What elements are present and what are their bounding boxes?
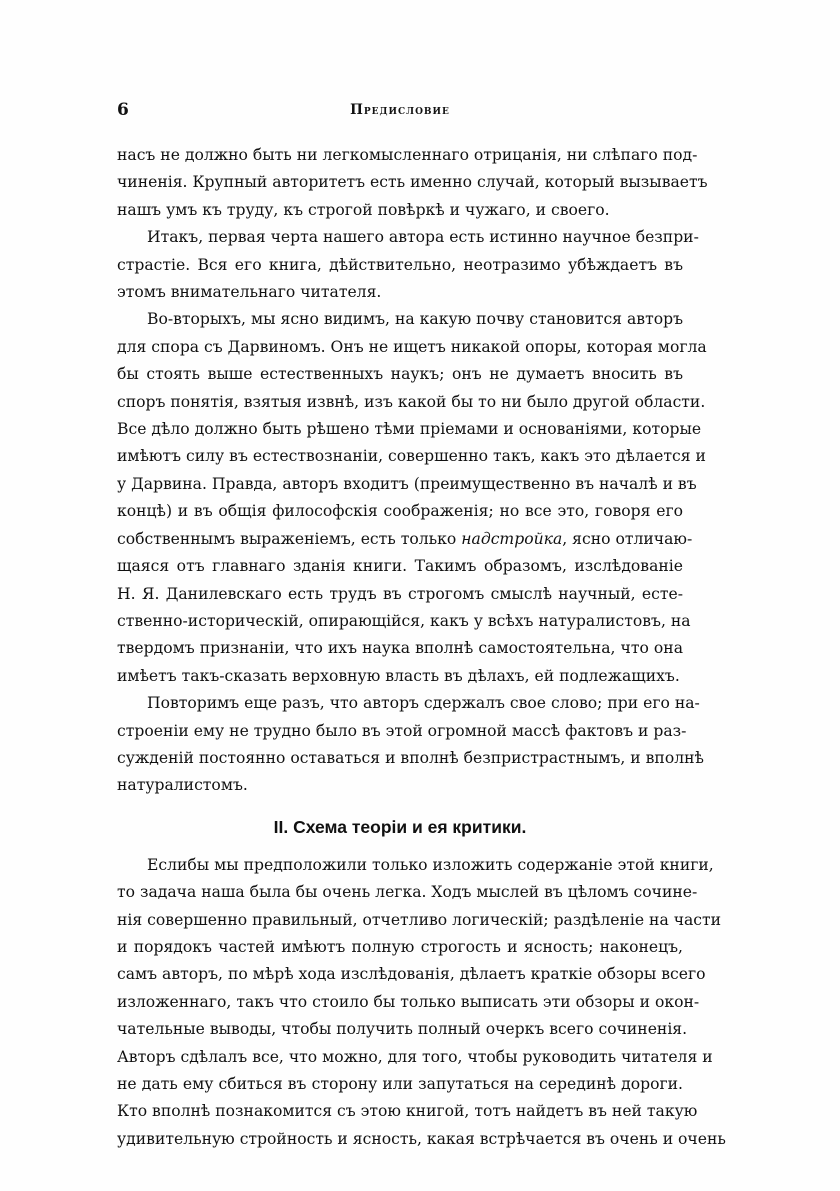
text-line: Н. Я. Данилевскаго есть трудъ въ строгомъ смыслѣ научный, есте- (117, 584, 683, 603)
text-line: чиненія. Крупный авторитетъ есть именно случай, который вызываетъ (117, 173, 708, 192)
text-line: этомъ внимательнаго читателя. (117, 283, 382, 302)
text-line: собственнымъ выраженіемъ, есть только надстройка, ясно отличаю- (117, 529, 693, 548)
text-line: не дать ему сбиться въ сторону или запутаться на серединѣ дороги. (117, 1075, 683, 1093)
text-line: самъ авторъ, по мѣрѣ хода изслѣдованія, дѣлаетъ краткіе обзоры всего (117, 965, 706, 984)
text-line: Еслибы мы предположили только изложить содержаніе этой книги, (147, 855, 714, 874)
text-line: для спора съ Дарвиномъ. Онъ не ищетъ никакой опоры, которая могла (117, 337, 707, 356)
text-line: твердомъ признаніи, что ихъ наука вполнѣ самостоятельна, что она (117, 639, 683, 658)
text-line: страстіе. Вся его книга, дѣйствительно, неотразимо убѣждаетъ въ (117, 255, 683, 274)
text-line: изложеннаго, такъ что стоило бы только выписать эти обзоры и окон- (117, 992, 700, 1011)
text-line: бы стоять выше естественныхъ наукъ; онъ не думаетъ вносить въ (117, 365, 683, 384)
text-line: нашъ умъ къ труду, къ строгой повѣркѣ и чужаго, и своего. (117, 200, 610, 219)
text-line: натуралистомъ. (117, 776, 248, 795)
text-line: Все дѣло должно быть рѣшено тѣми пріемами и основаніями, которые (117, 420, 702, 439)
text-line: удивительную стройность и ясность, какая встрѣчается въ очень и очень (117, 1129, 726, 1148)
text-line: нія совершенно правильный, отчетливо логическій; раздѣленіе на части (117, 910, 722, 929)
text-line: споръ понятія, взятыя извнѣ, изъ какой бы то ни было другой области. (117, 392, 706, 411)
paragraph-1 (117, 142, 708, 224)
text-line: насъ не должно быть ни легкомысленнаго отрицанія, ни слѣпаго под- (117, 146, 698, 164)
text-line: сужденій постоянно оставаться и вполнѣ безпристрастнымъ, и вполнѣ (117, 748, 704, 767)
text-line: концѣ) и въ общія философскія соображенія; но все это, говоря его (117, 502, 683, 521)
emphasized-word: надстройка (461, 529, 563, 548)
text-line: Авторъ сдѣлалъ все, что можно, для того, чтобы руководить читателя и (117, 1047, 713, 1066)
paragraph-3 (117, 306, 707, 690)
text-line: имѣетъ такъ-сказать верховную власть въ дѣлахъ, ей подлежащихъ. (117, 666, 680, 685)
text-line: чательные выводы, чтобы получить полный очеркъ всего сочиненія. (117, 1020, 688, 1039)
page-number: 6 (117, 100, 129, 120)
text-line: Кто вполнѣ познакомится съ этою книгой, тотъ найдетъ въ ней такую (117, 1102, 698, 1121)
text-line: строеніи ему не трудно было въ этой огромной массѣ фактовъ и раз- (117, 721, 687, 740)
text-line: и порядокъ частей имѣютъ полную строгость и ясность; наконецъ, (117, 937, 683, 956)
section-heading: II. Схема теоріи и ея критики. (273, 816, 527, 837)
text-line: щаяся отъ главнаго зданія книги. Такимъ образомъ, изслѣдованіе (117, 557, 683, 576)
text-line: Итакъ, первая черта нашего автора есть истинно научное безпри- (147, 228, 699, 247)
paragraph-4 (117, 690, 704, 800)
text-line: ственно-историческій, опирающійся, какъ у всѣхъ натуралистовъ, на (117, 611, 691, 630)
paragraph-2 (117, 224, 699, 306)
running-title: Предисловие (350, 102, 450, 118)
running-head (117, 100, 683, 124)
page-body (117, 142, 726, 1153)
text-line: у Дарвина. Правда, авторъ входитъ (преимущественно въ началѣ и въ (117, 474, 697, 493)
text-line: Повторимъ еще разъ, что авторъ сдержалъ свое слово; при его на- (147, 694, 700, 713)
text-line: то задача наша была бы очень легка. Ходъ мыслей въ цѣломъ сочине- (117, 883, 698, 902)
paragraph-5 (117, 852, 726, 1153)
text-line: Во-вторыхъ, мы ясно видимъ, на какую почву становится авторъ (147, 310, 683, 329)
text-line: имѣютъ силу въ естествознаніи, совершенно такъ, какъ это дѣлается и (117, 447, 706, 466)
